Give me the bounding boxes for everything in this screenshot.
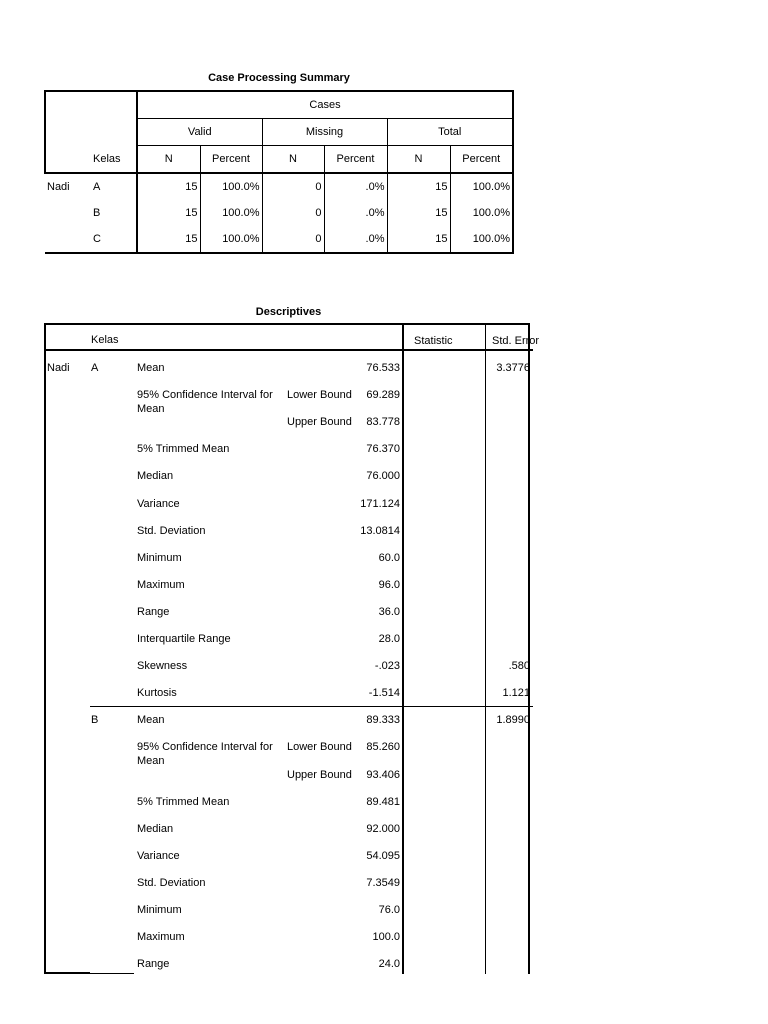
missing-n-cell: 0 bbox=[262, 173, 324, 200]
statistic-cell: 96.0 bbox=[378, 578, 400, 591]
upper-bound-label: Upper Bound bbox=[287, 768, 352, 781]
std-error-cell: 3.3776 bbox=[496, 362, 530, 374]
stat-label: Interquartile Range bbox=[137, 633, 231, 645]
stat-label: Minimum bbox=[137, 904, 182, 916]
statistic-cell: 89.333 bbox=[366, 714, 400, 727]
stat-label: Variance bbox=[137, 497, 180, 510]
missing-n-header: N bbox=[262, 146, 324, 174]
kelas-value: B bbox=[91, 714, 99, 727]
missing-header: Missing bbox=[262, 119, 387, 146]
variable-label: Nadi bbox=[47, 181, 70, 193]
valid-header: Valid bbox=[137, 119, 262, 146]
header-divider bbox=[44, 349, 533, 351]
stat-label: Mean bbox=[137, 362, 165, 374]
statistic-header: Statistic bbox=[414, 335, 453, 347]
statistic-cell: 76.533 bbox=[366, 362, 400, 374]
statistic-cell: 76.370 bbox=[366, 443, 400, 456]
valid-n-cell: 15 bbox=[137, 200, 200, 226]
statistic-cell: 69.289 bbox=[366, 389, 400, 402]
statistic-cell: 85.260 bbox=[366, 741, 400, 754]
stat-label: 5% Trimmed Mean bbox=[137, 443, 230, 456]
statistic-cell: 89.481 bbox=[366, 795, 400, 808]
bottom-divider bbox=[44, 972, 90, 974]
upper-bound-label: Upper Bound bbox=[287, 416, 352, 429]
kelas-value: A bbox=[91, 362, 99, 374]
valid-n-header: N bbox=[137, 146, 200, 174]
valid-n-cell: 15 bbox=[137, 226, 200, 253]
missing-percent-cell: .0% bbox=[324, 173, 387, 200]
statistic-cell: -.023 bbox=[374, 660, 400, 673]
statistic-cell: 54.095 bbox=[366, 849, 400, 862]
stat-label: Std. Deviation bbox=[137, 876, 206, 889]
statistic-cell: 92.000 bbox=[366, 822, 400, 835]
statistic-cell: -1.514 bbox=[368, 687, 400, 700]
stat-label: Maximum bbox=[137, 931, 185, 944]
stat-label: Range bbox=[137, 605, 170, 618]
cases-header: Cases bbox=[137, 91, 513, 119]
missing-n-cell: 0 bbox=[262, 200, 324, 226]
std-error-cell: 1.8990 bbox=[496, 714, 530, 727]
ci-label: Mean bbox=[137, 403, 165, 416]
total-percent-cell: 100.0% bbox=[450, 173, 513, 200]
stat-label: 5% Trimmed Mean bbox=[137, 795, 230, 808]
missing-percent-header: Percent bbox=[324, 146, 387, 174]
missing-n-cell: 0 bbox=[262, 226, 324, 253]
kelas-value: B bbox=[93, 207, 101, 219]
ci-label: 95% Confidence Interval for bbox=[137, 741, 273, 754]
kelas-value: A bbox=[93, 181, 101, 193]
stat-label: Std. Deviation bbox=[137, 524, 206, 537]
statistic-cell: 83.778 bbox=[366, 416, 400, 429]
total-n-cell: 15 bbox=[387, 173, 450, 200]
statistic-cell: 171.124 bbox=[360, 497, 400, 510]
total-n-header: N bbox=[387, 146, 450, 174]
kelas-header: Kelas bbox=[91, 146, 137, 174]
kelas-header: Kelas bbox=[91, 334, 119, 346]
statistic-cell: 28.0 bbox=[378, 633, 400, 645]
std-error-column-divider bbox=[485, 323, 486, 974]
statistic-cell: 76.0 bbox=[378, 904, 400, 916]
valid-percent-cell: 100.0% bbox=[200, 173, 262, 200]
ci-label: 95% Confidence Interval for bbox=[137, 389, 273, 402]
statistic-cell: 13.0814 bbox=[360, 524, 400, 537]
valid-percent-cell: 100.0% bbox=[200, 200, 262, 226]
missing-percent-cell: .0% bbox=[324, 200, 387, 226]
valid-percent-cell: 100.0% bbox=[200, 226, 262, 253]
stat-label: Maximum bbox=[137, 578, 185, 591]
stat-label: Minimum bbox=[137, 551, 182, 564]
stat-label: Kurtosis bbox=[137, 687, 177, 700]
kelas-value: C bbox=[91, 226, 137, 253]
valid-n-cell: 15 bbox=[137, 173, 200, 200]
descriptives-title: Descriptives bbox=[255, 306, 322, 318]
statistic-cell: 76.000 bbox=[366, 470, 400, 483]
stat-label: Median bbox=[137, 470, 174, 483]
lower-bound-label: Lower Bound bbox=[287, 741, 352, 754]
group-divider bbox=[90, 706, 533, 707]
stat-label: Median bbox=[137, 822, 174, 835]
std-error-cell: .580 bbox=[508, 660, 530, 673]
statistic-column-divider bbox=[402, 323, 404, 974]
statistic-cell: 60.0 bbox=[378, 551, 400, 564]
valid-percent-header: Percent bbox=[200, 146, 262, 174]
stat-label: Mean bbox=[137, 714, 165, 727]
statistic-cell: 100.0 bbox=[372, 931, 400, 944]
total-percent-cell: 100.0% bbox=[450, 226, 513, 253]
descriptives-table bbox=[44, 323, 540, 974]
total-percent-cell: 100.0% bbox=[450, 200, 513, 226]
variable-label: Nadi bbox=[47, 362, 70, 374]
std-error-header: Std. Error bbox=[492, 335, 540, 347]
stat-label: Variance bbox=[137, 849, 180, 862]
bottom-divider bbox=[90, 973, 134, 974]
statistic-cell: 7.3549 bbox=[366, 876, 400, 889]
std-error-cell: 1.121 bbox=[502, 687, 530, 700]
stat-label: Range bbox=[137, 958, 170, 971]
ci-label: Mean bbox=[137, 755, 165, 768]
total-percent-header: Percent bbox=[450, 146, 513, 174]
total-n-cell: 15 bbox=[387, 200, 450, 226]
statistic-cell: 36.0 bbox=[378, 605, 400, 618]
total-n-cell: 15 bbox=[387, 226, 450, 253]
missing-percent-cell: .0% bbox=[324, 226, 387, 253]
total-header: Total bbox=[387, 119, 513, 146]
statistic-cell: 93.406 bbox=[366, 768, 400, 781]
case-processing-table bbox=[44, 90, 514, 254]
statistic-cell: 24.0 bbox=[378, 958, 400, 971]
case-processing-title: Case Processing Summary bbox=[208, 72, 350, 84]
lower-bound-label: Lower Bound bbox=[287, 389, 352, 402]
stat-label: Skewness bbox=[137, 660, 188, 673]
